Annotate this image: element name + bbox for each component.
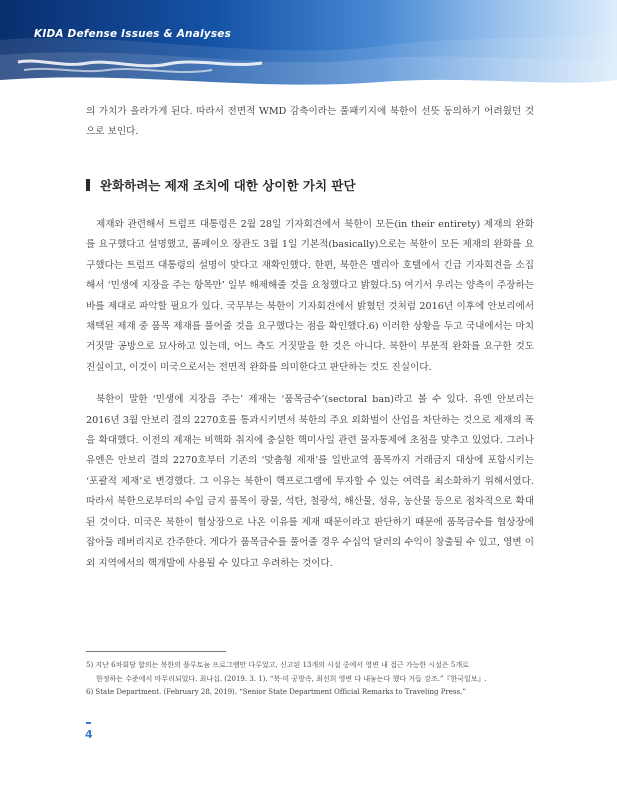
footnote-item: [86, 686, 538, 700]
footnote-line: 6) State Department. (February 28, 2019). “Senior State Department Official Remarks to Traveling Press.”: [86, 688, 466, 697]
header-banner: [0, 0, 617, 98]
footnote-line: 5) 지난 6차회담 합의는 북한의 플루토늄 프로그램만 다루었고, 신고된 13개의 시설 중에서 영변 내 접근 가능한 시설은 5개로: [86, 661, 469, 669]
body-paragraph: 제재와 관련해서 트럼프 대통령은 2월 28일 기자회견에서 북한이 모든(in their entirety) 제재의 완화를 요구했다고 설명했고, 폼페이오 장관도 3월 1일 기본적(basically)으로는 북한이 모든 제재의 완화를 요구했다는 트럼프 대통령의 설명이 맞다고 재확인했다. 한편, 북한은 멜리아 호텔에서 긴급 기자회견을 소집해서 ‘민생에 지장을 주는 항목만’ 일부 해제해줄 것을 요청했다고 밝혔다.5) 여기서 우리는 양측이 주장하는 바를 제대로 파악할 필요가 있다. 국무부는 북한이 기자회견에서 밝혔던 것처럼 2016년 이후에 안보리에서 채택된 제재 중 품목 제재를 풀어줄 것을 요구했다는 점을 확인했다.6) 이러한 상황을 두고 국내에서는 마치 거짓말 공방으로 묘사하고 있는데, 어느 측도 거짓말을 한 것은 아니다. 북한이 부분적 완화를 요구한 것도 진실이고, 이것이 미국으로서는 전면적 완화를 의미한다고 판단하는 것도 진실이다.: [86, 219, 534, 373]
footnote-line: 한정하는 수준에서 마무리되었다. 최나십. (2019. 3. 1). “북·미 공방속, 최선희 영변 다 내놓는다 했다 거듭 강조.”『한국일보』.: [96, 674, 487, 683]
page-number: 4: [85, 728, 93, 741]
page-number-dash: [86, 722, 91, 724]
body-paragraph: 북한이 말한 ‘민생에 지장을 주는’ 제재는 ‘품목금수’(sectoral ban)라고 볼 수 있다. 유엔 안보리는 2016년 3월 안보리 결의 2270호를 통과시키면서 북한의 주요 외화벌이 산업을 차단하는 것으로 제재의 폭을 확대했다. 이전의 제재는 비핵화 취지에 충실한 핵미사일 관련 물자통제에 초점을 맞추고 있었다. 그러나 유엔은 안보리 결의 2270호부터 기존의 ‘맞춤형 제재’를 일반교역 품목까지 거래금지 대상에 포함시키는 ‘포괄적 제재’로 변경했다. 그 이유는 북한이 핵프로그램에 투자할 수 있는 여력을 최소화하기 위해서였다. 따라서 북한으로부터의 수입 금지 품목이 광물, 석탄, 철광석, 해산물, 섬유, 농산물 등으로 점차적으로 확대된 것이다. 미국은 북한이 협상장으로 나온 이유를 제재 때문이라고 판단하기 때문에 품목금수를 협상장에 잡아둘 레버리지로 간주한다. 게다가 품목금수를 풀어줄 경우 수십억 달러의 수익이 창출될 수 있고, 영변 이외 지역에서의 핵개발에 사용될 수 있다고 우려하는 것이다.: [86, 394, 534, 569]
section-body: [86, 215, 534, 574]
series-title: KIDA Defense Issues & Analyses: [34, 28, 232, 40]
intro-text: [86, 102, 534, 143]
section-heading: [86, 176, 356, 194]
section-heading-text: 완화하려는 제재 조치에 대한 상이한 가치 판단: [100, 178, 356, 193]
footnote-divider: [86, 651, 226, 652]
footnote-item: [86, 659, 538, 686]
banner-wave-graphic: [0, 0, 617, 98]
intro-paragraph: 의 가치가 올라가게 된다. 따라서 전면적 WMD 감축이라는 풀패키지에 북한이 선뜻 동의하기 어려웠던 것으로 보인다.: [86, 106, 534, 138]
heading-marker-icon: [86, 179, 90, 191]
footnotes: [86, 659, 538, 700]
